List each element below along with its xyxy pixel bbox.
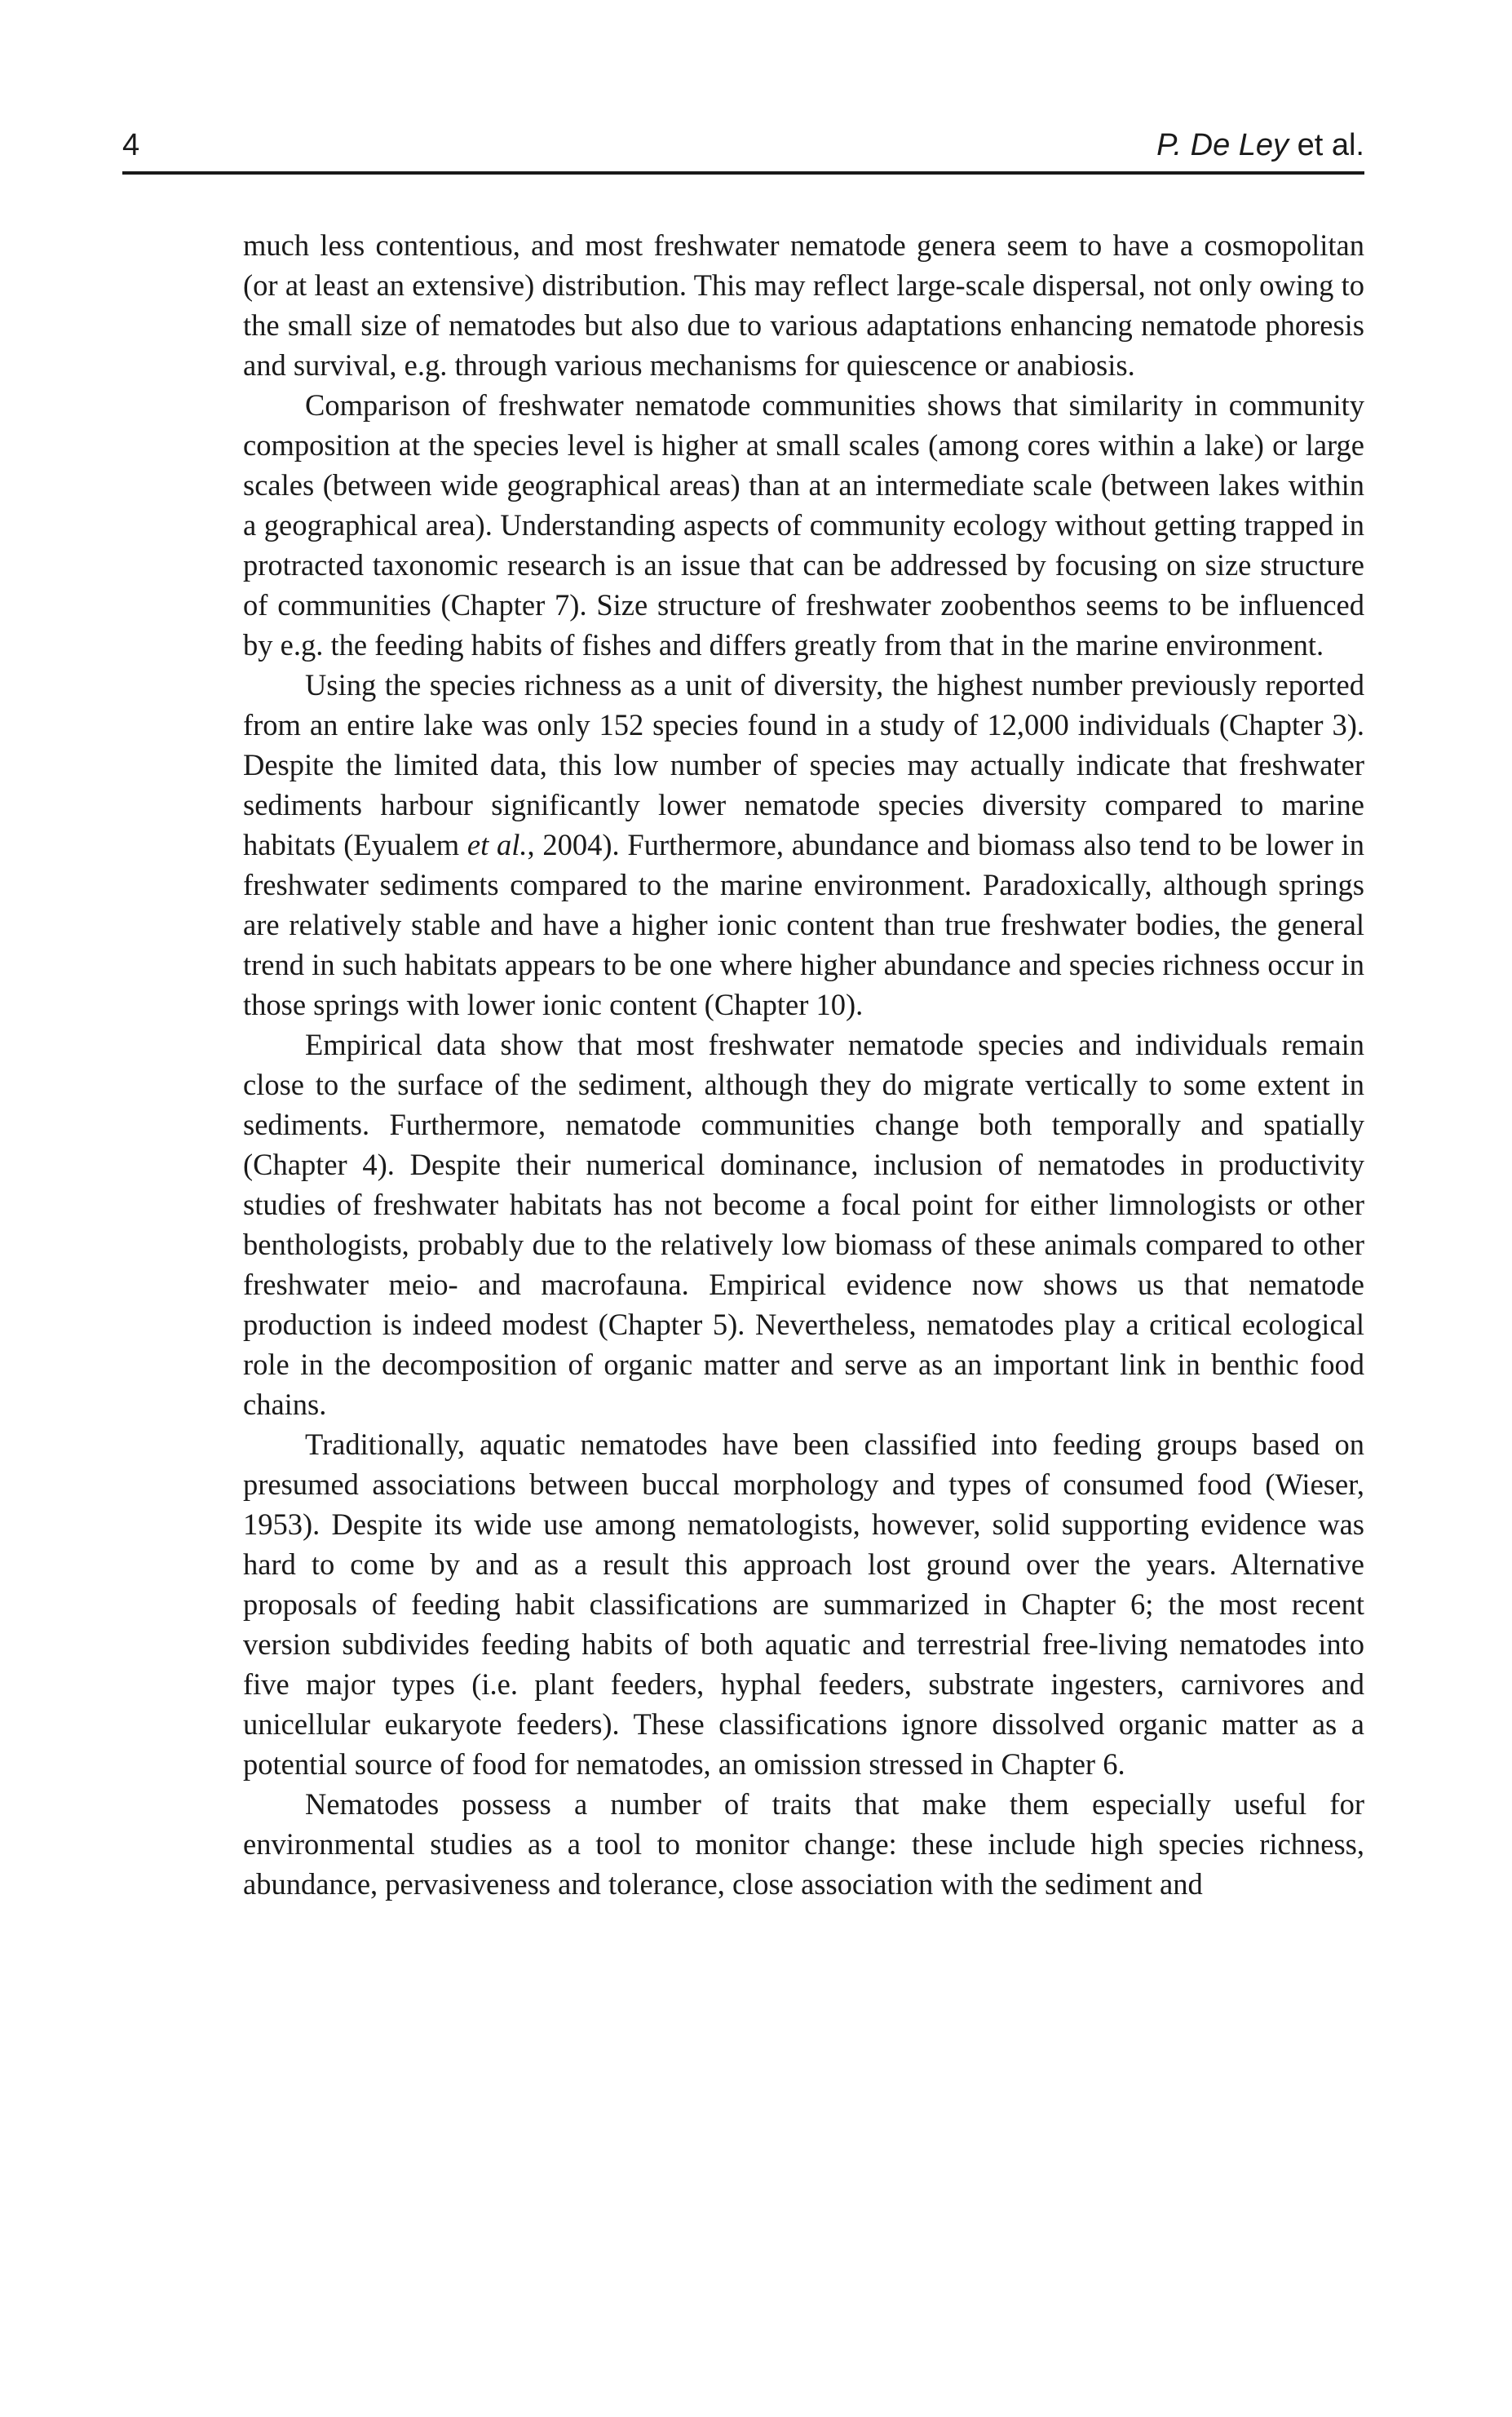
page-number: 4 xyxy=(122,128,140,162)
paragraph-text-part: Using the species richness as a unit of diversity, the highest number previously reported from an entire lake was only 152 species found in a study of 12,000 individuals (Chapter 3). Despite the limited data, this low number of species may actually indicate that freshwater sediments harbour significantly lower nematode species diversity compared to marine habitats (Eyualem xyxy=(243,668,1364,861)
paragraph-feeding-groups: Traditionally, aquatic nematodes have been classified into feeding groups based on presumed associations between buccal morphology and types of consumed food (Wieser, 1953). Despite its wide use among nematologists, however, solid supporting evidence was hard to come by and as a result this approach lost ground over the years. Alternative proposals of feeding habit classifications are summarized in Chapter 6; the most recent version subdivides feeding habits of both aquatic and terrestrial free-living nematodes into five major types (i.e. plant feeders, hyphal feeders, substrate ingesters, carnivores and unicellular eukaryote feeders). These classifications ignore dissolved organic matter as a potential source of food for nematodes, an omission stressed in Chapter 6. xyxy=(243,1428,1364,1781)
paragraph-community-comparison: Comparison of freshwater nematode communities shows that similarity in community composition at the species level is higher at small scales (among cores within a lake) or large scales (between wide geographical areas) than at an intermediate scale (between lakes within a geographical area). Understanding aspects of community ecology without getting trapped in protracted taxonomic research is an issue that can be addressed by focusing on size structure of communities (Chapter 7). Size structure of freshwater zoobenthos seems to be influenced by e.g. the feeding habits of fishes and differs greatly from that in the marine environment. xyxy=(243,388,1364,662)
paragraph-empirical-data: Empirical data show that most freshwater nematode species and individuals remain close to the surface of the sediment, although they do migrate vertically to some extent in sediments. Furthermore, nematode communities change both temporally and spatially (Chapter 4). Despite their numerical dominance, inclusion of nematodes in productivity studies of freshwater habitats has not become a focal point for either limnologists or other benthologists, probably due to the relatively low biomass of these animals compared to other freshwater meio- and macrofauna. Empirical evidence now shows us that nematode production is indeed modest (Chapter 5). Nevertheless, nematodes play a critical ecological role in the decomposition of organic matter and serve as an important link in benthic food chains. xyxy=(243,1028,1364,1421)
running-head xyxy=(122,121,1364,170)
paragraph-continuation: much less contentious, and most freshwater nematode genera seem to have a cosmopolitan (or at least an extensive) distribution. This may reflect large-scale dispersal, not only owing to the small size of nematodes but also due to various adaptations enhancing nematode phoresis and survival, e.g. through various mechanisms for quiescence or anabiosis. xyxy=(243,228,1364,382)
paragraph-species-richness xyxy=(243,665,1364,1025)
paragraph-nematode-traits: Nematodes possess a number of traits that make them especially useful for environmental studies as a tool to monitor change: these include high species richness, abundance, pervasiveness and tolerance, close association with the sediment and xyxy=(243,1787,1364,1901)
author-et-al: et al. xyxy=(1289,128,1364,162)
paragraph-text-part: , 2004). Furthermore, abundance and biomass also tend to be lower in freshwater sediments compared to the marine environment. Paradoxically, although springs are relatively stable and have a higher ionic content than true freshwater bodies, the general trend in such habitats appears to be one where higher abundance and species richness occur in those springs with lower ionic content (Chapter 10). xyxy=(243,828,1365,1021)
author-running-title xyxy=(1156,121,1364,170)
author-name: P. De Ley xyxy=(1156,128,1289,162)
header-rule xyxy=(122,171,1364,175)
body-text xyxy=(243,225,1364,1904)
citation-et-al: et al. xyxy=(466,828,528,861)
